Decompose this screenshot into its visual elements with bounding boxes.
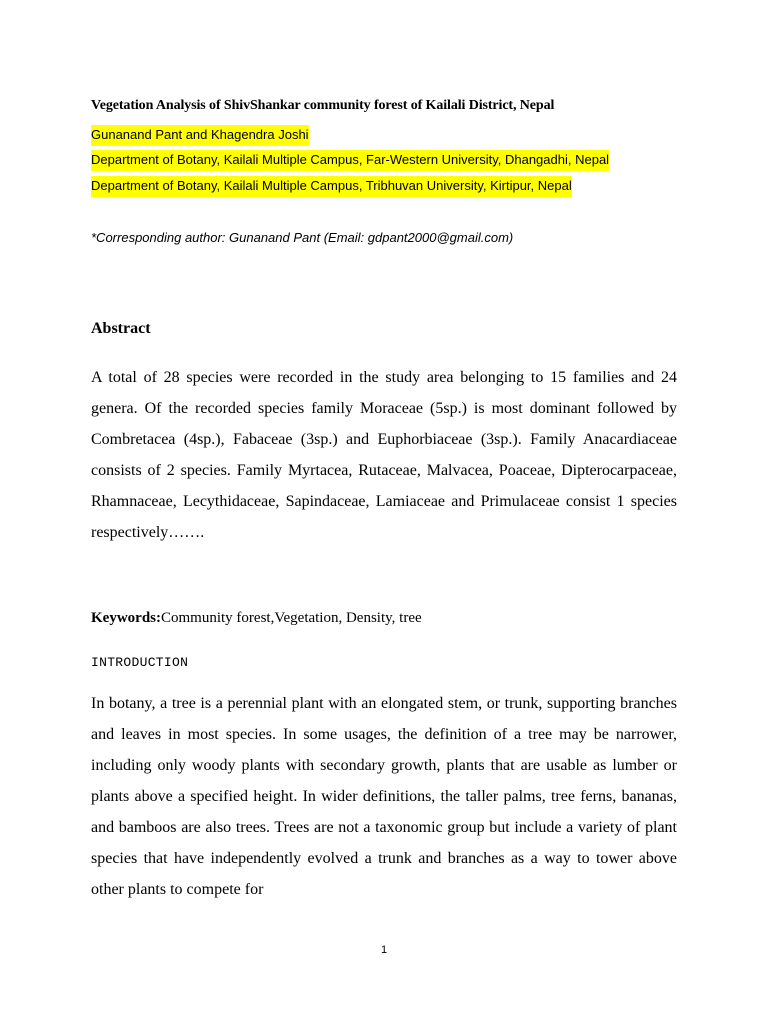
abstract-heading: Abstract xyxy=(91,320,151,337)
author-line xyxy=(91,126,309,144)
page-number: 1 xyxy=(380,944,388,956)
abstract-body: A total of 28 species were recorded in the study area belonging to 15 families and 24 genera. Of the recorded species family Moraceae (5sp.) is most dominant followed by Combretacea (4sp.), Fabaceae (3sp.) and Euphorbiaceae (3sp.). Family Anacardiaceae consists of 2 species. Family Myrtacea, Rutaceae, Malvacea, Poaceae, Dipterocarpaceae, Rhamnaceae, Lecythidaceae, Sapindaceae, Lamiaceae and Primulaceae consist 1 species respectively……. xyxy=(91,369,677,541)
introduction-body: In botany, a tree is a perennial plant with an elongated stem, or trunk, supporting branches and leaves in most species. In some usages, the definition of a tree may be narrower, including only woody plants with secondary growth, plants that are usable as lumber or plants above a specified height. In wider definitions, the taller palms, tree ferns, bananas, and bamboos are also trees. Trees are not a taxonomic group but include a variety of plant species that have independently evolved a trunk and branches as a way to tower above other plants to compete for xyxy=(91,695,677,898)
keywords-line xyxy=(91,610,422,627)
affiliation-2-text: Department of Botany, Kailali Multiple Campus, Tribhuvan University, Kirtipur, Nepal xyxy=(91,176,572,197)
keywords-label: Keywords: xyxy=(91,610,161,626)
authors-highlighted: Gunanand Pant and Khagendra Joshi xyxy=(91,125,309,146)
affiliation-2 xyxy=(91,177,572,195)
corresponding-author: *Corresponding author: Gunanand Pant (Email: gdpant2000@gmail.com) xyxy=(91,230,514,245)
keywords-text: Community forest,Vegetation, Density, tree xyxy=(161,610,422,626)
introduction-heading: INTRODUCTION xyxy=(91,655,189,670)
affiliation-1-text: Department of Botany, Kailali Multiple Campus, Far-Western University, Dhangadhi, Nepal xyxy=(91,150,609,171)
affiliation-1 xyxy=(91,151,609,169)
paper-title: Vegetation Analysis of ShivShankar community forest of Kailali District, Nepal xyxy=(91,98,555,113)
